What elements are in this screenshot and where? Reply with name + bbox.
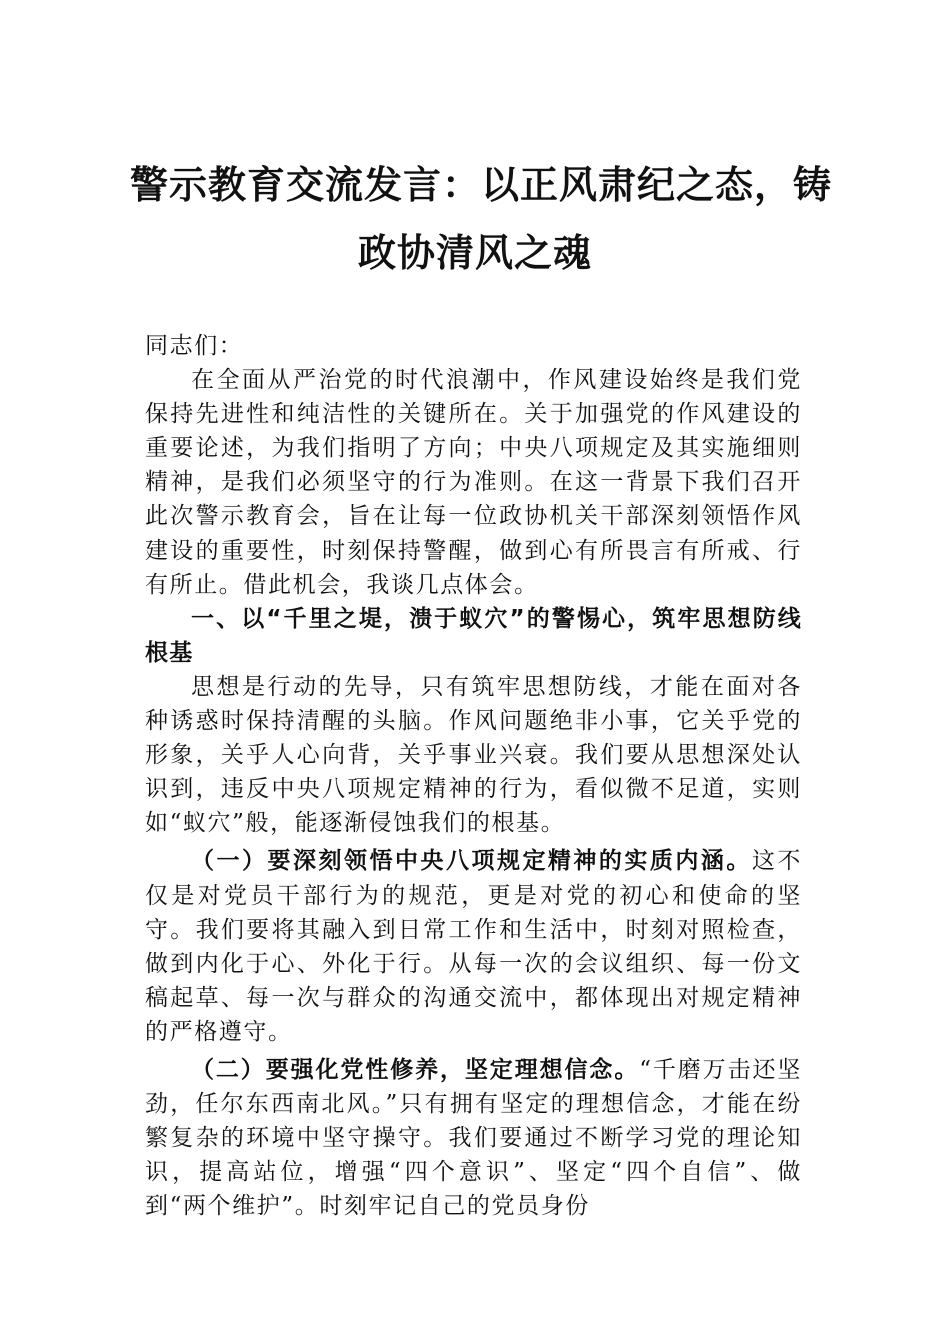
subsection-2-paragraph [145,1053,802,1223]
section-1-paragraph: 思想是行动的先导，只有筑牢思想防线，才能在面对各种诱惑时保持清醒的头脑。作风问题绝非小事，它关乎党的形象，关乎人心向背，关乎事业兴衰。我们要从思想深处认识到，违反中央八项规定精神的行为，看似微不足道，实则如“蚁穴”般，能逐渐侵蚀我们的根基。 [145,673,802,837]
document-title-line-1: 警示教育交流发言：以正风肃纪之态，铸 [130,162,833,207]
intro-paragraph: 在全面从严治党的时代浪潮中，作风建设始终是我们党保持先进性和纯洁性的关键所在。关于加强党的作风建设的重要论述，为我们指明了方向；中央八项规定及其实施细则精神，是我们必须坚守的行为准则。在这一背景下我们召开此次警示教育会，旨在让每一位政协机关干部深刻领悟作风建设的重要性，时刻保持警醒，做到心有所畏言有所戒、行有所止。借此机会，我谈几点体会。 [145,367,802,598]
salutation: 同志们： [145,333,244,359]
subsection-1-lead: （一）要深刻领悟中央八项规定精神的实质内涵。 [191,847,752,875]
subsection-2-body: “千磨万击还坚劲，任尔东西南北风。”只有拥有坚定的理想信念，才能在纷繁复杂的环境中坚守操守。我们要通过不断学习党的理论知识，提高站位，增强“四个意识”、坚定“四个自信”、做到“两个维护”。时刻牢记自己的党员身份 [145,1056,802,1220]
subsection-1-body: 这不仅是对党员干部行为的规范，更是对党的初心和使命的坚守。我们要将其融入到日常工作和生活中，时刻对照检查，做到内化于心、外化于行。从每一次的会议组织、每一份文稿起草、每一次与群众的沟通交流中，都体现出对规定精神的严格遵守。 [145,848,803,1045]
subsection-1-paragraph [145,844,802,1049]
document-title-line-2: 政协清风之魂 [357,230,592,275]
subsection-2-lead: （二）要强化党性修养，坚定理想信念。 [191,1055,640,1083]
document-body [145,329,802,1223]
section-1-heading: 一、以“千里之堤，溃于蚁穴”的警惕心，筑牢思想防线根基 [145,605,802,666]
